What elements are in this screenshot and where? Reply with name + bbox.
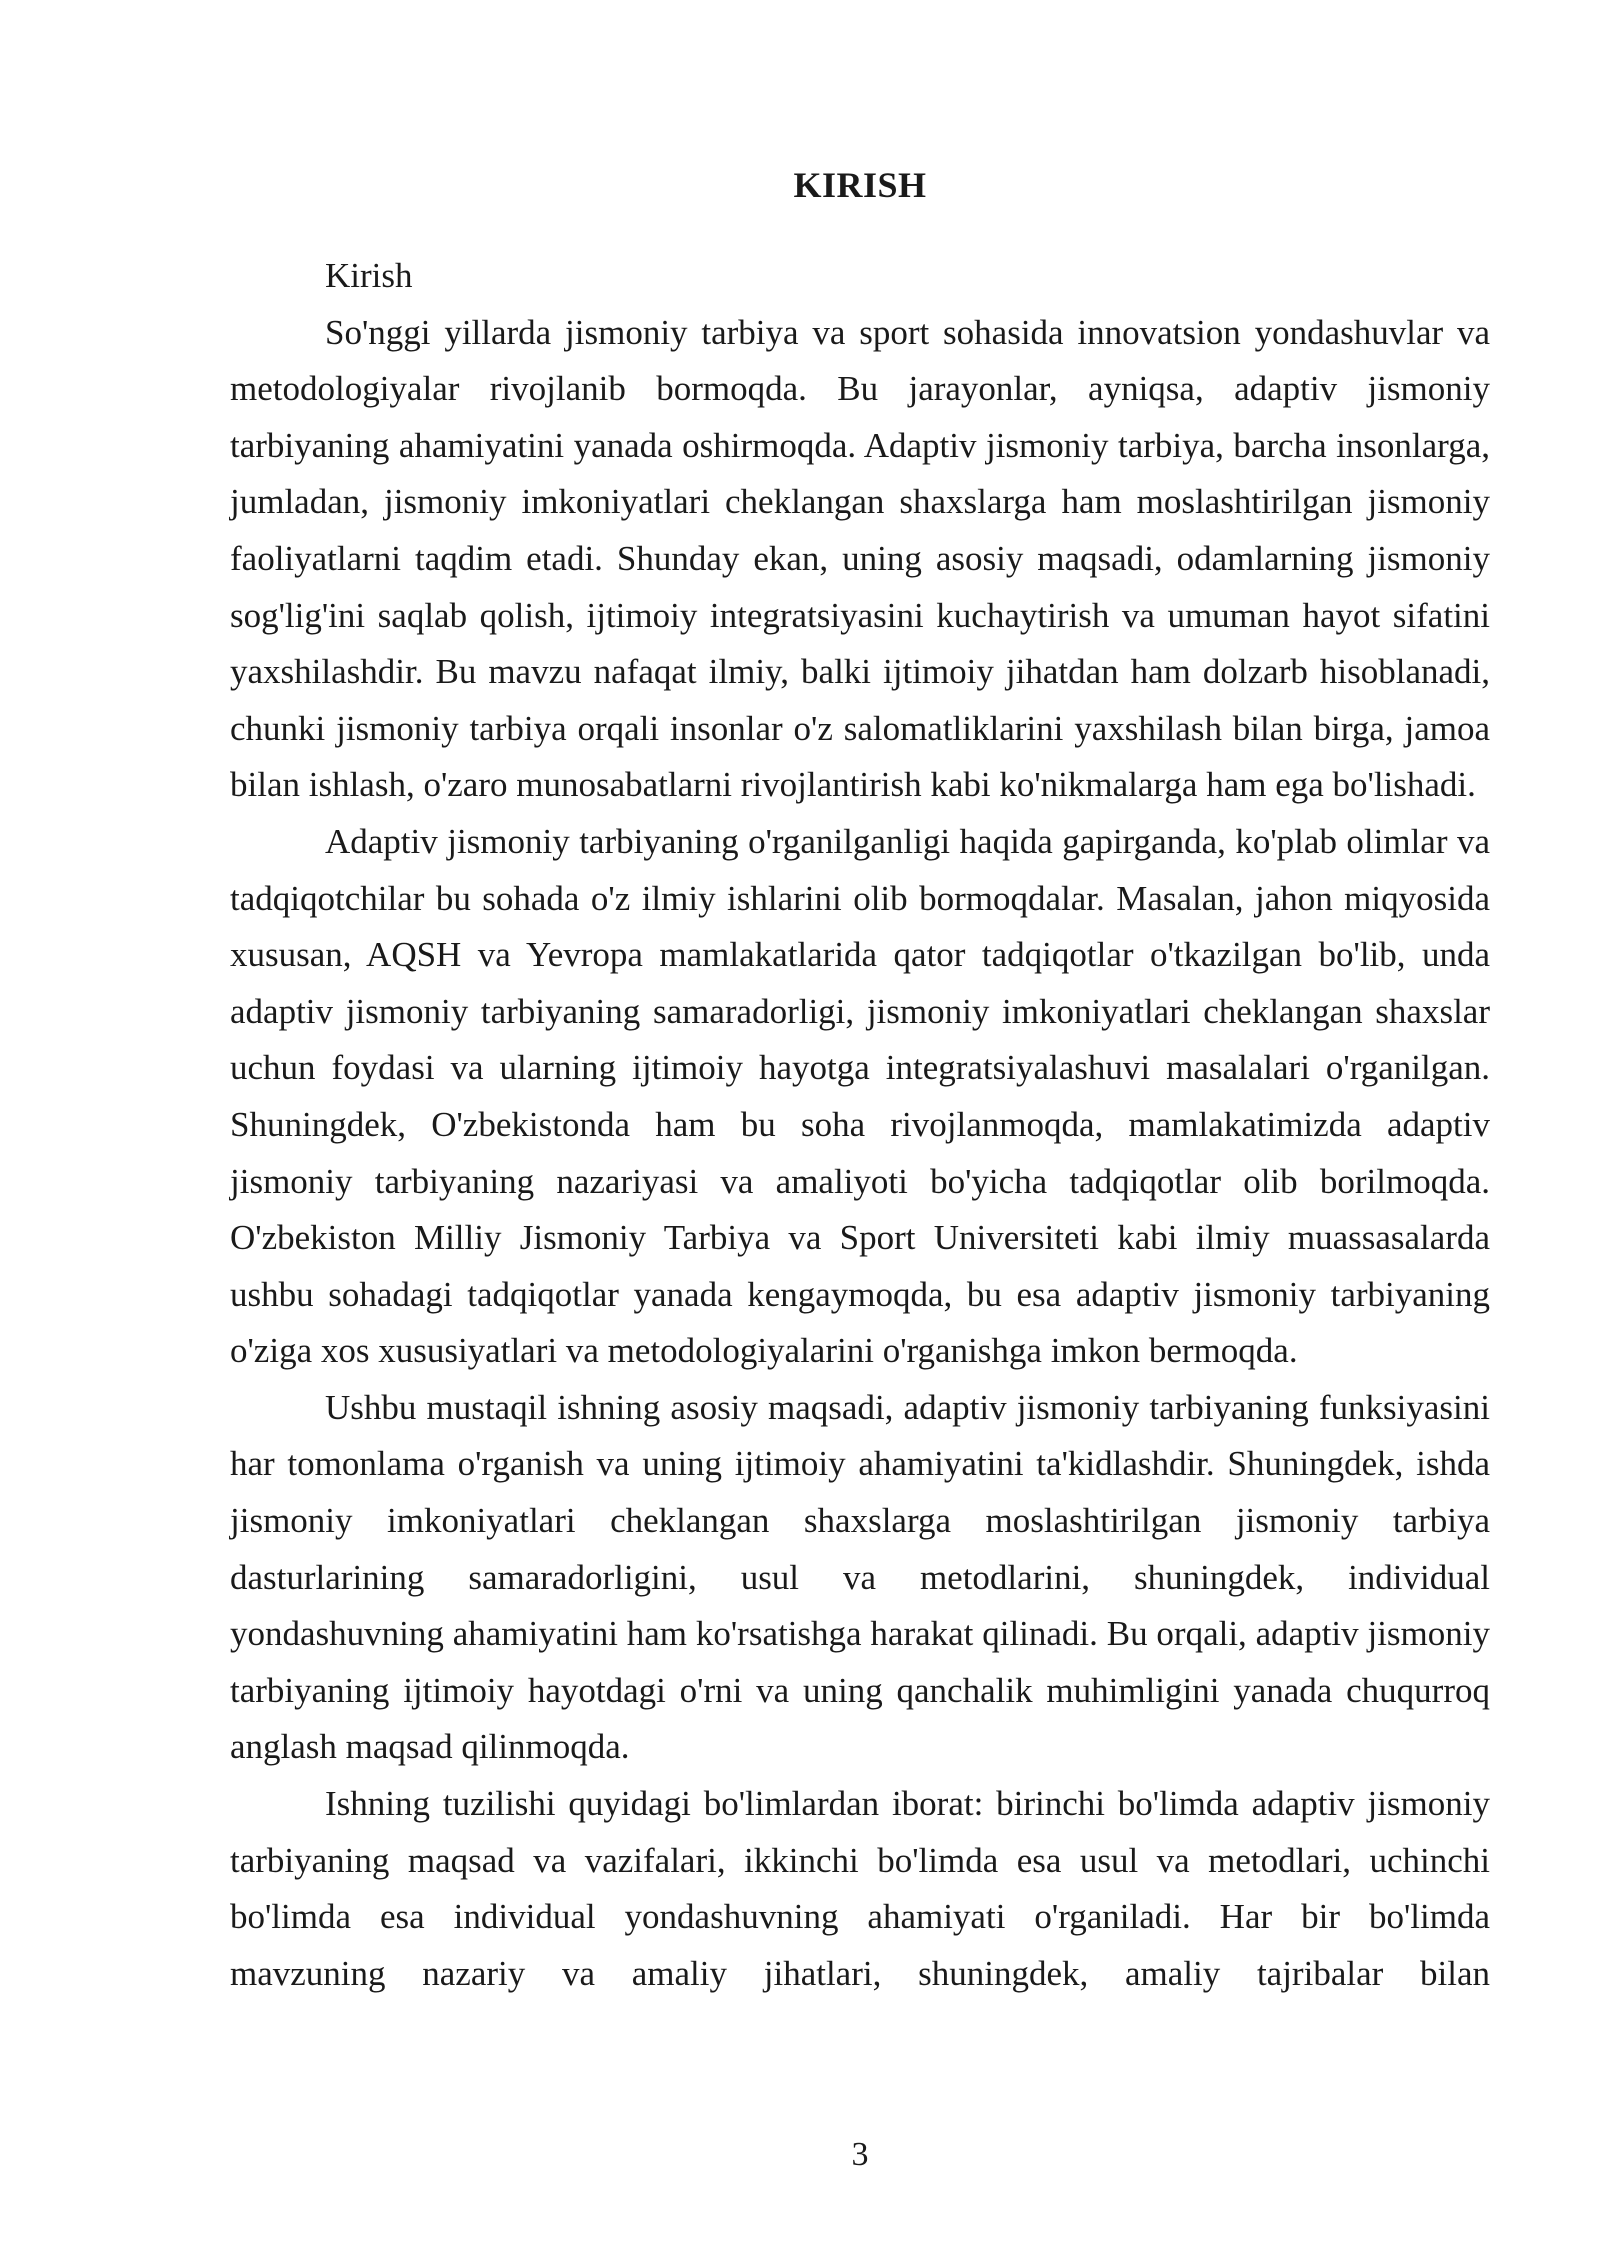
paragraph-3: Ushbu mustaqil ishning asosiy maqsadi, adaptiv jismoniy tarbiyaning funksiyasini har tomonlama o'rganish va uning ijtimoiy ahamiyatini ta'kidlashdir. Shuningdek, ishda jismoniy imkoniyatlari cheklangan shaxslarga moslashtirilgan jismoniy tarbiya dasturlarining samaradorligini, usul va metodlarini, shuningdek, individual yondashuvning ahamiyatini ham ko'rsatishga harakat qilinadi. Bu orqali, adaptiv jismoniy tarbiyaning ijtimoiy hayotdagi o'rni va uning qanchalik muhimligini yanada chuqurroq anglash maqsad qilinmoqda. (230, 1387, 1490, 1767)
page-number: 3 (851, 2136, 869, 2173)
paragraph-4: Ishning tuzilishi quyidagi bo'limlardan iborat: birinchi bo'limda adaptiv jismoniy tarbiyaning maqsad va vazifalari, ikkinchi bo'limda esa usul va metodlari, uchinchi bo'limda esa individual yondashuvning ahamiyati o'rganiladi. Har bir bo'limda mavzuning nazariy va amaliy jihatlari, shuningdek, amaliy tajribalar bilan (230, 1784, 1490, 1993)
page-title: KIRISH (793, 165, 927, 205)
paragraph-1: So'nggi yillarda jismoniy tarbiya va sport sohasida innovatsion yondashuvlar va metodologiyalar rivojlanib bormoqda. Bu jarayonlar, ayniqsa, adaptiv jismoniy tarbiyaning ahamiyatini yanada oshirmoqda. Adaptiv jismoniy tarbiya, barcha insonlarga, jumladan, jismoniy imkoniyatlari cheklangan shaxslarga ham moslashtirilgan jismoniy faoliyatlarni taqdim etadi. Shunday ekan, uning asosiy maqsadi, odamlarning jismoniy sog'lig'ini saqlab qolish, ijtimoiy integratsiyasini kuchaytirish va umuman hayot sifatini yaxshilashdir. Bu mavzu nafaqat ilmiy, balki ijtimoiy jihatdan ham dolzarb hisoblanadi, chunki jismoniy tarbiya orqali insonlar o'z salomatliklarini yaxshilash bilan birga, jamoa bilan ishlash, o'zaro munosabatlarni rivojlantirish kabi ko'nikmalarga ham ega bo'lishadi. (230, 312, 1490, 805)
subheading: Kirish (325, 256, 413, 295)
body-text (230, 248, 1490, 2002)
paragraph-2: Adaptiv jismoniy tarbiyaning o'rganilganligi haqida gapirganda, ko'plab olimlar va tadqiqotchilar bu sohada o'z ilmiy ishlarini olib bormoqdalar. Masalan, jahon miqyosida xususan, AQSH va Yevropa mamlakatlarida qator tadqiqotlar o'tkazilgan bo'lib, unda adaptiv jismoniy tarbiyaning samaradorligi, jismoniy imkoniyatlari cheklangan shaxslar uchun foydasi va ularning ijtimoiy hayotga integratsiyalashuvi masalalari o'rganilgan. Shuningdek, O'zbekistonda ham bu soha rivojlanmoqda, mamlakatimizda adaptiv jismoniy tarbiyaning nazariyasi va amaliyoti bo'yicha tadqiqotlar olib borilmoqda. O'zbekiston Milliy Jismoniy Tarbiya va Sport Universiteti kabi ilmiy muassasalarda ushbu sohadagi tadqiqotlar yanada kengaymoqda, bu esa adaptiv jismoniy tarbiyaning o'ziga xos xususiyatlari va metodologiyalarini o'rganishga imkon bermoqda. (230, 821, 1490, 1371)
